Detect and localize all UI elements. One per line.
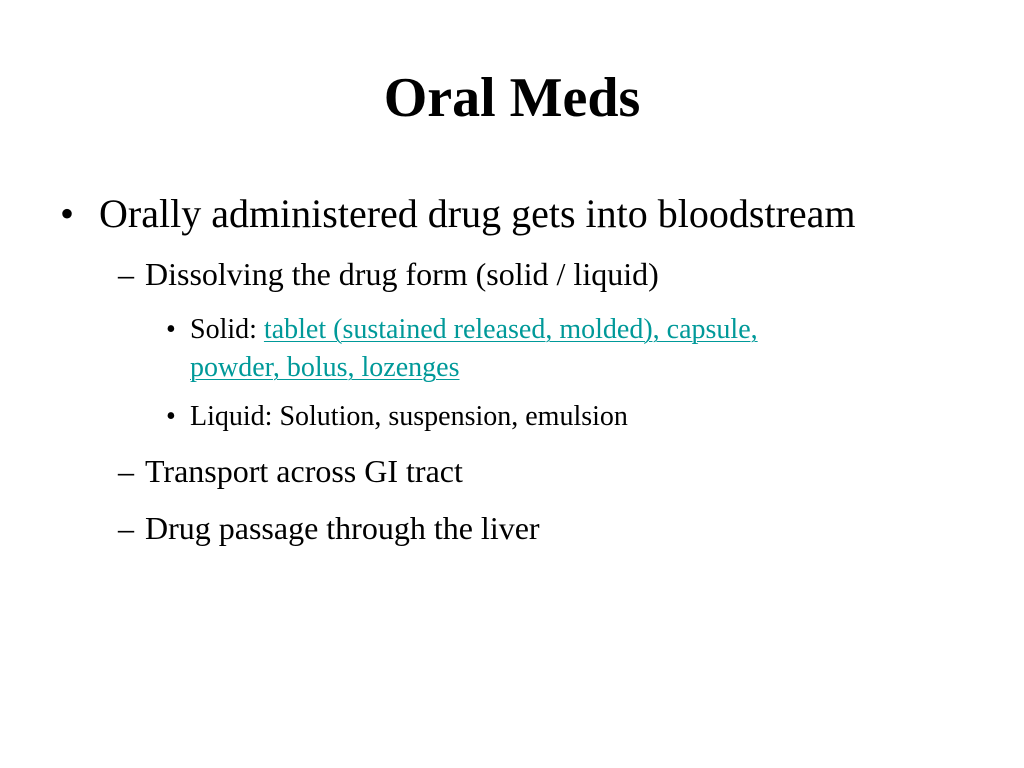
solid-forms-link[interactable]: tablet (sustained released, molded), capsule, xyxy=(263,314,758,345)
dash-icon: – xyxy=(118,256,134,292)
dash-icon: – xyxy=(118,453,134,489)
bullet-dot-icon: • xyxy=(166,401,176,432)
solid-label: Solid: xyxy=(190,314,264,345)
dash-icon: – xyxy=(118,510,134,546)
bullet-level2-dissolving: Dissolving the drug form (solid / liquid) xyxy=(145,256,659,292)
slide-title: Oral Meds xyxy=(383,67,641,129)
bullet-dot-icon: • xyxy=(60,191,75,236)
bullet-level2-liver: Drug passage through the liver xyxy=(145,510,540,546)
solid-forms-link-continued[interactable]: powder, bolus, lozenges xyxy=(190,352,460,383)
bullet-dot-icon: • xyxy=(166,314,176,345)
bullet-level3-solid-continued xyxy=(190,351,460,385)
bullet-level3-solid xyxy=(190,313,758,347)
bullet-level3-liquid: Liquid: Solution, suspension, emulsion xyxy=(190,401,628,432)
bullet-level1-text: Orally administered drug gets into bloodstream xyxy=(99,191,856,236)
bullet-level2-transport: Transport across GI tract xyxy=(145,453,463,489)
